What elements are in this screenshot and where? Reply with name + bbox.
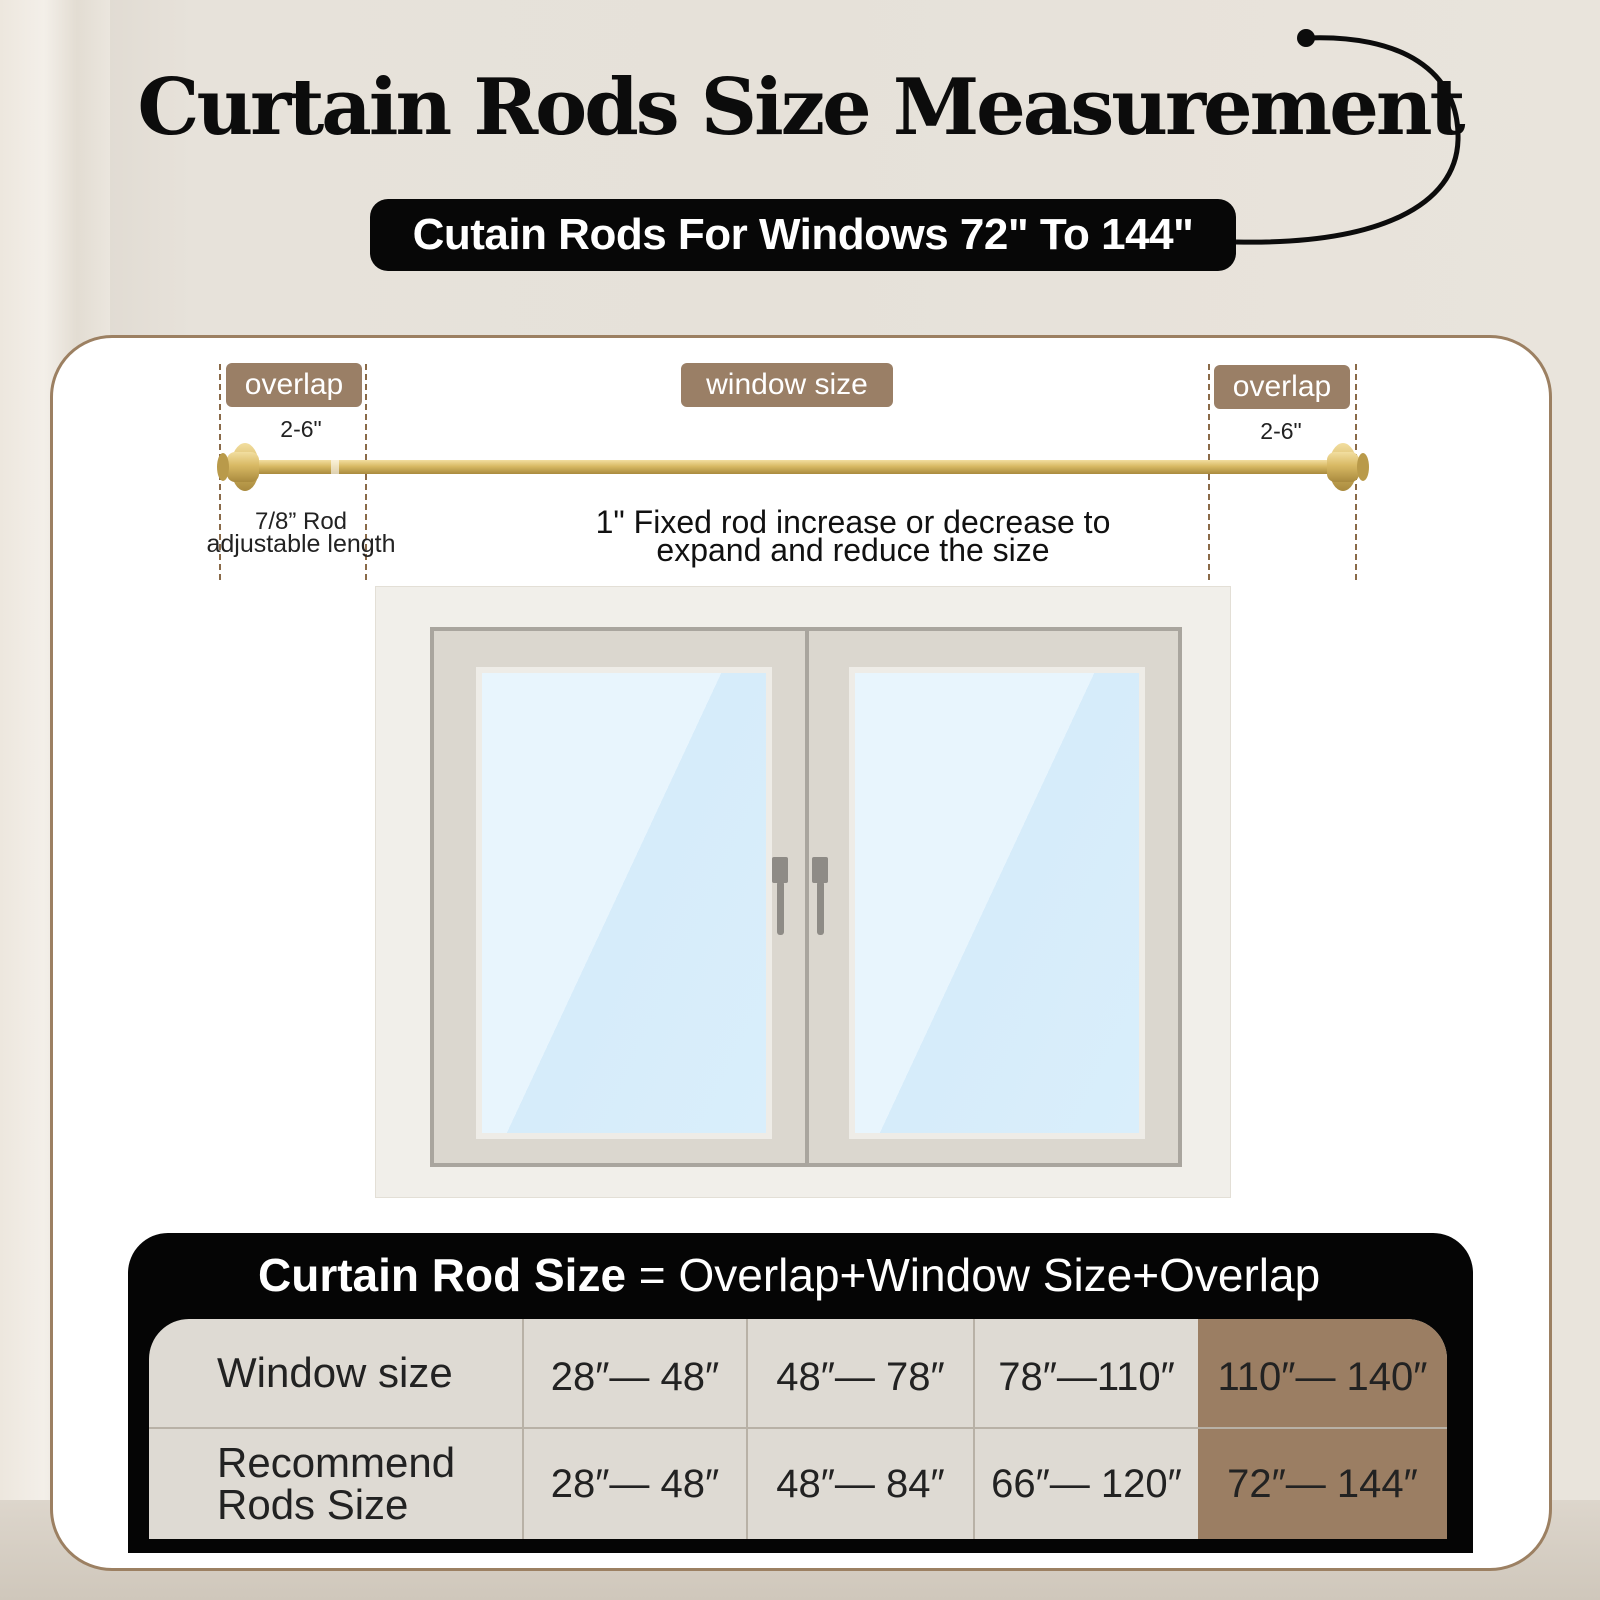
fixed-rod-note-line1: 1" Fixed rod increase or decrease to [595, 504, 1111, 540]
table-cell: 66″— 120″ [991, 1461, 1182, 1506]
fixed-rod-note-line2: expand and reduce the size [656, 532, 1050, 568]
size-formula-panel [128, 1233, 1473, 1553]
window-handle-left-icon [772, 857, 788, 937]
window-frame [430, 627, 1182, 1167]
window-handle-right-icon [812, 857, 828, 937]
window-size-tag: window size [681, 363, 893, 407]
overlap-right-value: 2-6" [1260, 418, 1302, 444]
window-sash-right [809, 631, 1181, 1163]
overlap-left-value: 2-6" [280, 416, 322, 442]
rod-adjustable-note: adjustable length [206, 530, 396, 558]
size-table [149, 1319, 1447, 1539]
rod-diameter-note: 7/8” Rod [254, 508, 348, 535]
table-cell: 28″— 48″ [550, 1354, 720, 1399]
overlap-right-tag: overlap [1214, 365, 1350, 409]
row-header-recommend-line1: Recommend [217, 1439, 456, 1486]
size-formula [258, 1245, 1458, 1305]
fixed-rod-note [473, 504, 1233, 568]
table-cell-highlight: 72″— 144″ [1227, 1461, 1418, 1506]
window-sash-left [434, 631, 806, 1163]
curtain-rod [213, 438, 1373, 508]
formula-rhs: = Overlap+Window Size+Overlap [626, 1249, 1321, 1301]
row-header-recommend [149, 1429, 522, 1539]
window-illustration [375, 586, 1231, 1198]
table-cell-highlight: 110″— 140″ [1217, 1354, 1428, 1399]
window-pane-right [849, 667, 1145, 1139]
subtitle-banner: Cutain Rods For Windows 72" To 144" [370, 199, 1236, 271]
window-pane-left [476, 667, 772, 1139]
row-header-window-size: Window size [217, 1349, 453, 1396]
table-cell: 48″— 84″ [776, 1461, 945, 1506]
overlap-left-tag: overlap [226, 363, 362, 407]
row-header-recommend-line2: Rods Size [217, 1481, 409, 1528]
formula-lhs: Curtain Rod Size [258, 1249, 627, 1301]
table-cell: 28″— 48″ [550, 1461, 720, 1506]
diagram-card [50, 335, 1552, 1571]
page-title: Curtain Rods Size Measurement [137, 62, 1463, 153]
table-cell: 78″—110″ [998, 1354, 1175, 1399]
table-cell: 48″— 78″ [776, 1354, 945, 1399]
